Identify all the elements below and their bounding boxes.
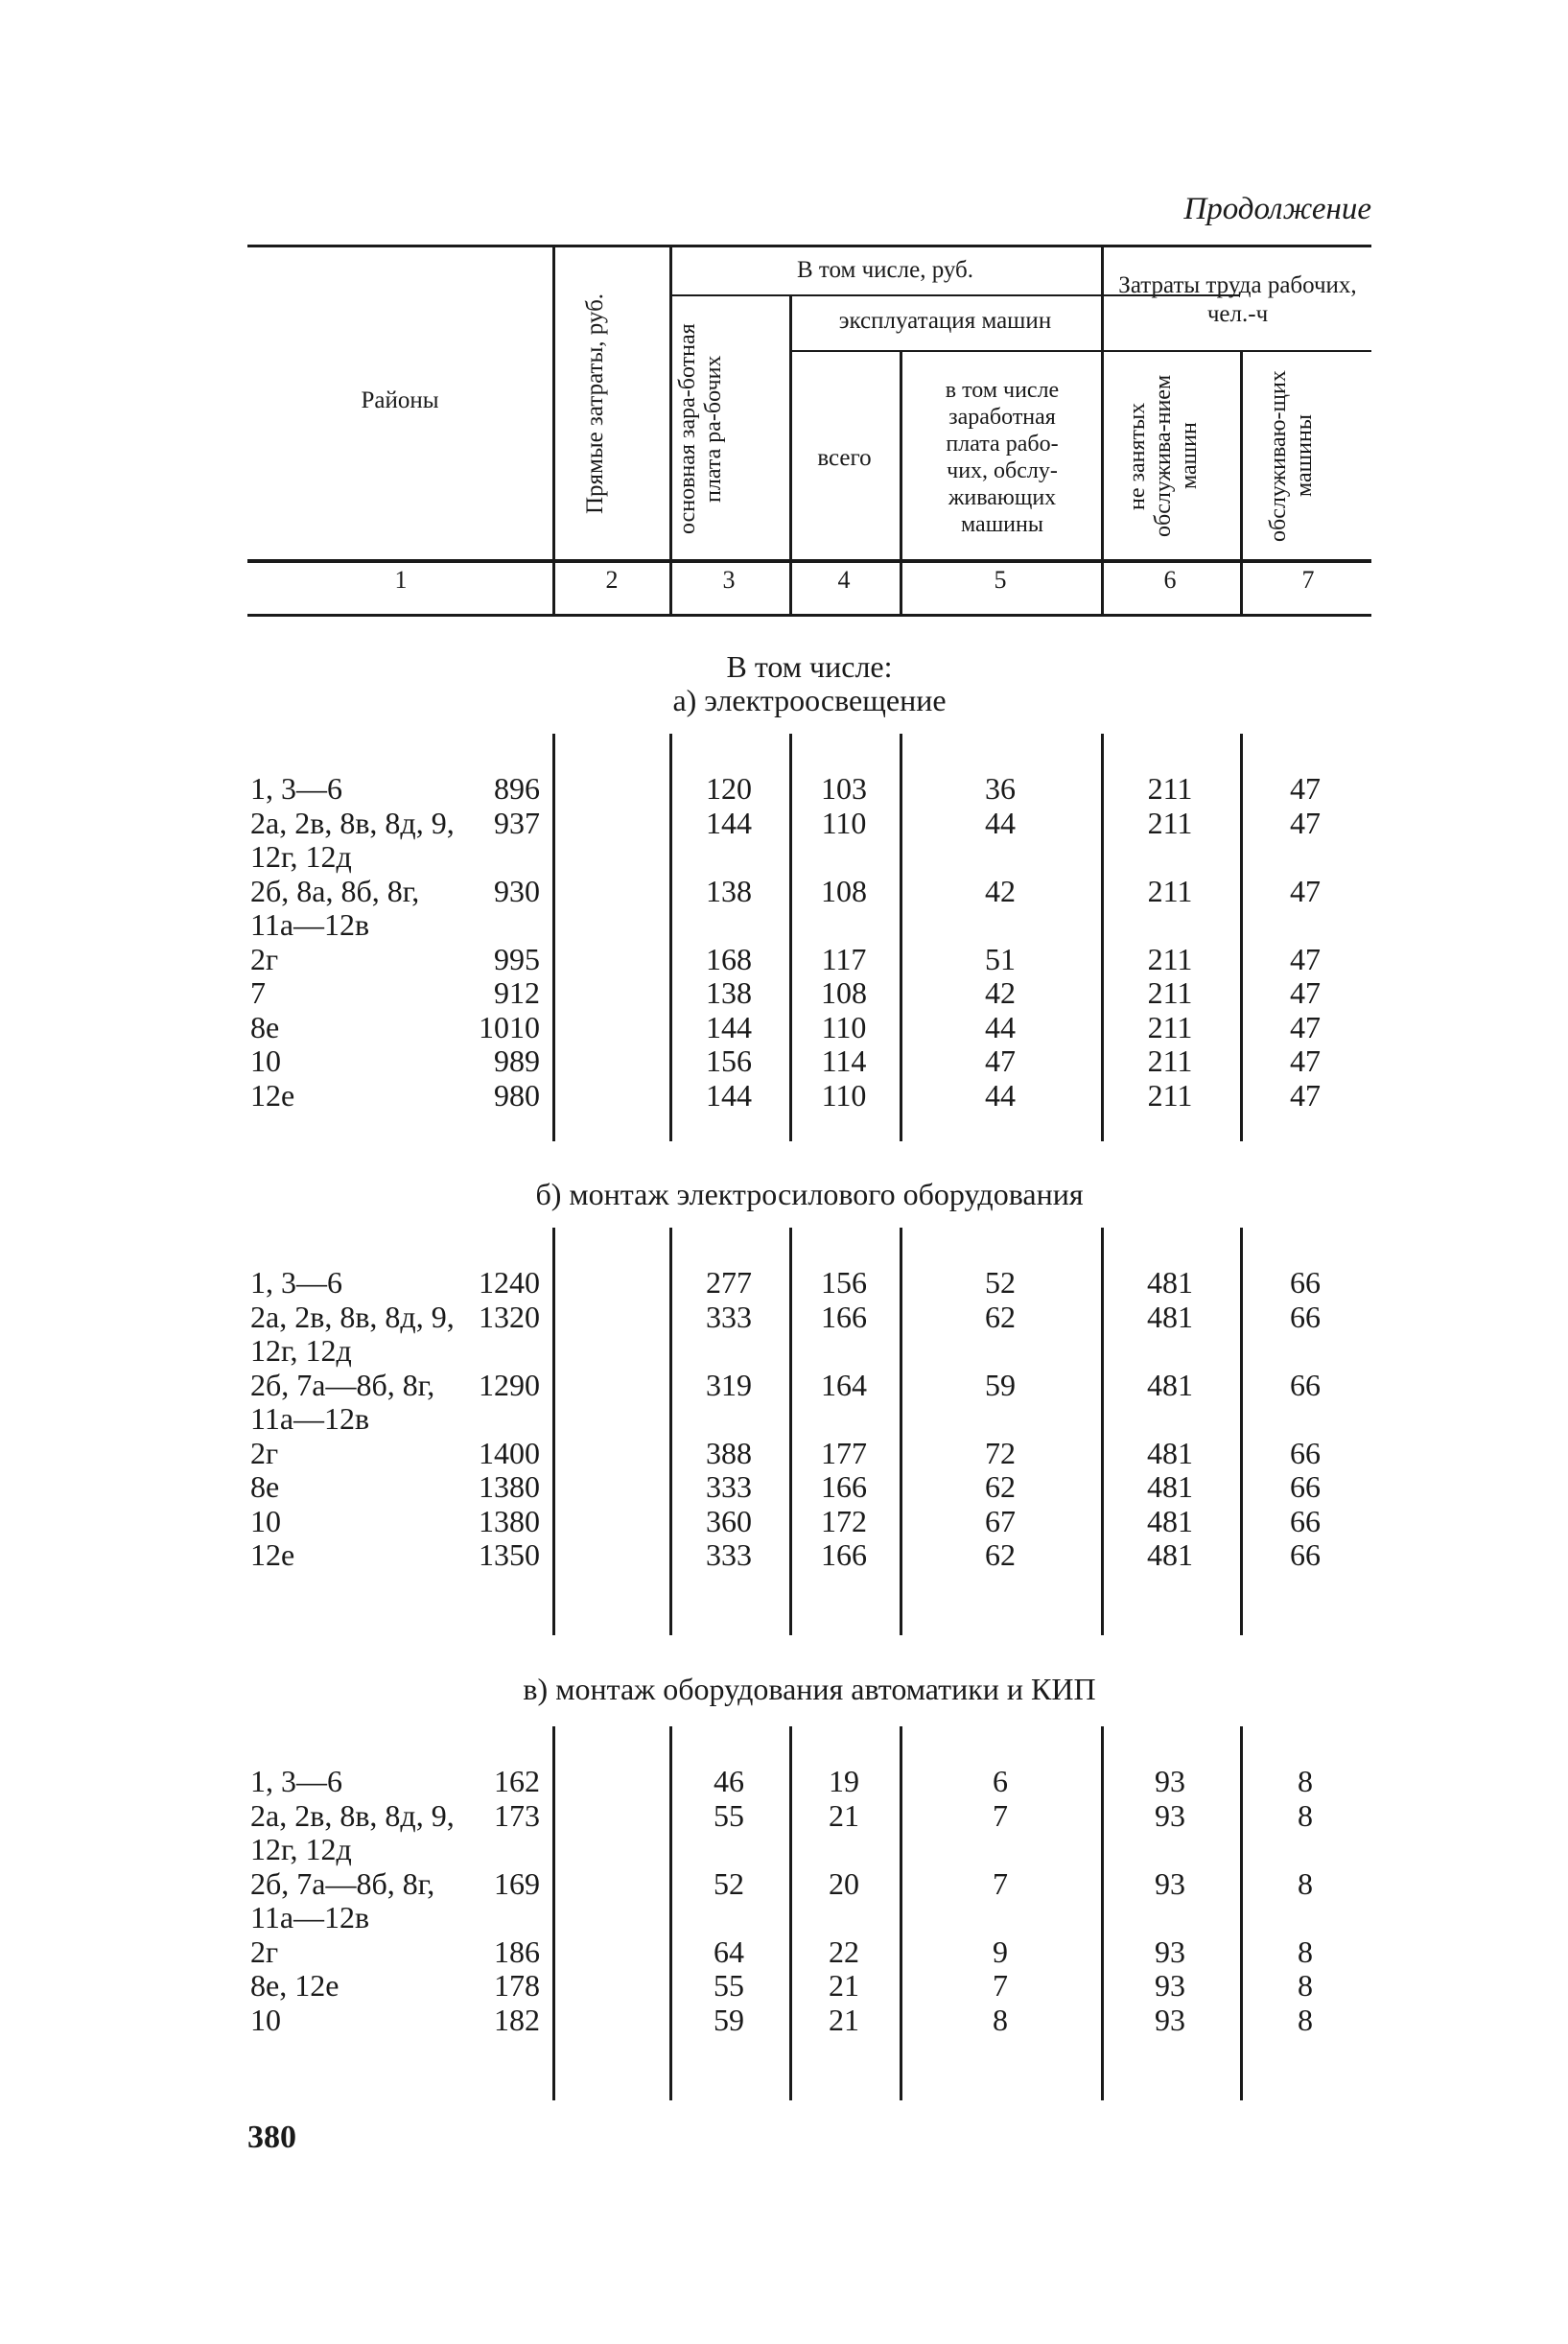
table-cell: 156 [706,1043,752,1078]
table-cell: 47 [1290,975,1321,1010]
table-cell: 481 [1147,1265,1193,1300]
table-cell: 103 [821,771,867,806]
table-cell: 114 [821,1043,867,1078]
table-cell: 7 [993,1968,1008,2003]
table-cell: 21 [829,1797,859,1833]
table-cell: 333 [706,1299,752,1334]
section-title-b: б) монтаж электросилового оборудования [535,1177,1084,1211]
column-number-3: 3 [722,566,736,594]
column-number-2: 2 [605,566,619,594]
table-cell: 912 [494,975,540,1010]
table-cell: 1350 [479,1537,540,1572]
table-cell: 178 [494,1968,540,2003]
table-cell: 52 [714,1865,744,1901]
section-b-col-line-2 [552,1228,555,1635]
table-cell: 59 [714,2002,744,2037]
table-cell: 66 [1290,1367,1321,1402]
table-cell: 211 [1147,941,1193,976]
region-label: 12г, 12д [250,1333,352,1368]
region-label: 8е [250,1009,280,1044]
table-cell: 186 [494,1934,540,1969]
table-cell: 1380 [479,1503,540,1538]
header-col-line-2 [552,245,555,616]
table-cell: 7 [993,1865,1008,1901]
table-cell: 937 [494,805,540,840]
region-label: 2а, 2в, 8в, 8д, 9, [250,805,455,840]
region-label: 2г [250,941,279,976]
table-cell: 42 [985,873,1016,908]
region-label: 1, 3—6 [250,1265,342,1300]
table-cell: 211 [1147,1043,1193,1078]
table-cell: 20 [829,1865,859,1901]
table-cell: 47 [1290,1009,1321,1044]
table-cell: 21 [829,1968,859,2003]
table-cell: 117 [821,941,867,976]
table-cell: 6 [993,1764,1008,1798]
column-number-1: 1 [394,566,408,594]
region-label: 2б, 7а—8б, 8г, [250,1367,435,1402]
section-c-col-line-7 [1240,1726,1243,2100]
table-cell: 481 [1147,1299,1193,1334]
region-label: 10 [250,2002,281,2037]
table-cell: 110 [821,805,867,840]
table-top-rule [247,245,1371,247]
table-cell: 388 [706,1435,752,1470]
table-cell: 211 [1147,771,1193,806]
table-cell: 138 [706,873,752,908]
header-incl-wages: в том числе заработная плата рабо- чих, обслу- живающих машины [945,378,1060,537]
region-label: 2а, 2в, 8в, 8д, 9, [250,1797,455,1833]
table-cell: 896 [494,771,540,806]
table-cell: 93 [1155,2002,1185,2037]
table-cell: 8 [1298,1865,1313,1901]
table-cell: 980 [494,1077,540,1113]
table-cell: 66 [1290,1469,1321,1504]
table-cell: 44 [985,805,1016,840]
table-cell: 47 [1290,805,1321,840]
table-cell: 481 [1147,1503,1193,1538]
table-cell: 481 [1147,1469,1193,1504]
table-cell: 66 [1290,1435,1321,1470]
region-label: 12г, 12д [250,1832,352,1866]
header-col-line-3 [669,245,672,616]
intro-label: В том числе: [726,649,893,684]
table-cell: 1010 [479,1009,540,1044]
table-cell: 211 [1147,975,1193,1010]
table-cell: 93 [1155,1764,1185,1798]
region-label: 11а—12в [250,907,370,942]
table-cell: 8 [1298,1764,1313,1798]
region-label: 12е [250,1077,295,1113]
region-label: 11а—12в [250,1401,370,1436]
table-cell: 211 [1147,1077,1193,1113]
region-label: 8е [250,1469,280,1504]
table-cell: 481 [1147,1367,1193,1402]
table-cell: 93 [1155,1797,1185,1833]
table-cell: 19 [829,1764,859,1798]
table-cell: 55 [714,1797,744,1833]
table-cell: 46 [714,1764,744,1798]
table-cell: 144 [706,1009,752,1044]
section-title-a: а) электроосвещение [672,683,947,717]
section-a-col-line-7 [1240,734,1243,1141]
table-cell: 36 [985,771,1016,806]
table-cell: 108 [821,873,867,908]
table-cell: 62 [985,1299,1016,1334]
table-cell: 22 [829,1934,859,1969]
table-cell: 8 [993,2002,1008,2037]
table-cell: 481 [1147,1435,1193,1470]
table-cell: 211 [1147,1009,1193,1044]
table-cell: 1240 [479,1265,540,1300]
header-base-wages: основная зара-ботная плата ра-бочих [675,323,726,535]
table-cell: 72 [985,1435,1016,1470]
region-label: 2г [250,1934,279,1969]
table-cell: 47 [1290,1043,1321,1078]
section-title-c: в) монтаж оборудования автоматики и КИП [523,1672,1096,1706]
table-cell: 108 [821,975,867,1010]
table-cell: 9 [993,1934,1008,1969]
table-cell: 166 [821,1469,867,1504]
region-label: 2г [250,1435,279,1470]
table-cell: 55 [714,1968,744,2003]
header-including-rub: В том числе, руб. [796,257,974,283]
section-a-col-line-6 [1101,734,1104,1141]
table-cell: 277 [706,1265,752,1300]
header-machine-servicing: обслуживаю-щих машины [1266,370,1317,542]
section-b-col-line-7 [1240,1228,1243,1635]
section-c-col-line-6 [1101,1726,1104,2100]
header-not-machine: не занятых обслужива-нием машин [1125,374,1202,538]
number-row-rule [247,614,1371,617]
header-col-line-7 [1240,350,1243,616]
table-cell: 44 [985,1009,1016,1044]
region-label: 10 [250,1043,281,1078]
table-cell: 7 [993,1797,1008,1833]
region-label: 2б, 7а—8б, 8г, [250,1865,435,1901]
table-cell: 138 [706,975,752,1010]
table-cell: 47 [1290,771,1321,806]
table-cell: 67 [985,1503,1016,1538]
table-cell: 66 [1290,1537,1321,1572]
table-cell: 42 [985,975,1016,1010]
table-cell: 8 [1298,1797,1313,1833]
column-number-5: 5 [994,566,1007,594]
table-cell: 64 [714,1934,744,1969]
table-cell: 66 [1290,1503,1321,1538]
table-cell: 211 [1147,805,1193,840]
continued-label: Продолжение [1183,192,1371,226]
table-cell: 52 [985,1265,1016,1300]
table-cell: 47 [1290,1077,1321,1113]
table-cell: 481 [1147,1537,1193,1572]
table-cell: 120 [706,771,752,806]
table-cell: 110 [821,1009,867,1044]
table-cell: 59 [985,1367,1016,1402]
table-cell: 172 [821,1503,867,1538]
region-label: 12г, 12д [250,839,352,874]
table-cell: 164 [821,1367,867,1402]
table-cell: 319 [706,1367,752,1402]
table-cell: 44 [985,1077,1016,1113]
table-cell: 62 [985,1469,1016,1504]
table-cell: 333 [706,1537,752,1572]
table-cell: 51 [985,941,1016,976]
section-b-col-line-6 [1101,1228,1104,1635]
table-cell: 182 [494,2002,540,2037]
table-cell: 93 [1155,1865,1185,1901]
table-cell: 177 [821,1435,867,1470]
header-col-line-5 [900,350,902,616]
table-cell: 168 [706,941,752,976]
table-cell: 166 [821,1537,867,1572]
region-label: 8е, 12е [250,1968,339,2003]
table-cell: 47 [985,1043,1016,1078]
table-cell: 211 [1147,873,1193,908]
table-cell: 93 [1155,1934,1185,1969]
header-total: всего [817,445,872,471]
table-cell: 110 [821,1077,867,1113]
region-label: 2а, 2в, 8в, 8д, 9, [250,1299,455,1334]
table-cell: 989 [494,1043,540,1078]
header-bottom-rule [247,559,1371,563]
region-label: 1, 3—6 [250,1764,342,1798]
table-cell: 1380 [479,1469,540,1504]
table-cell: 8 [1298,1934,1313,1969]
region-label: 12е [250,1537,295,1572]
table-cell: 93 [1155,1968,1185,2003]
table-cell: 930 [494,873,540,908]
table-cell: 173 [494,1797,540,1833]
table-cell: 47 [1290,873,1321,908]
table-cell: 62 [985,1537,1016,1572]
column-number-4: 4 [837,566,851,594]
table-cell: 169 [494,1865,540,1901]
section-c-col-line-2 [552,1726,555,2100]
region-label: 1, 3—6 [250,771,342,806]
region-label: 7 [250,975,266,1010]
header-col-line-6 [1101,245,1104,616]
table-cell: 66 [1290,1265,1321,1300]
table-cell: 156 [821,1265,867,1300]
header-machine-operation: эксплуатация машин [838,308,1052,334]
column-number-6: 6 [1163,566,1177,594]
table-cell: 8 [1298,2002,1313,2037]
table-cell: 8 [1298,1968,1313,2003]
cost-table [247,245,1371,2086]
page-number: 380 [247,2120,296,2155]
table-cell: 47 [1290,941,1321,976]
header-labor-costs: Затраты труда рабочих, чел.-ч [1118,272,1357,327]
region-label: 11а—12в [250,1900,370,1934]
table-cell: 333 [706,1469,752,1504]
column-number-7: 7 [1301,566,1315,594]
region-label: 2б, 8а, 8б, 8г, [250,873,420,908]
header-regions: Районы [361,387,439,413]
table-cell: 144 [706,1077,752,1113]
table-cell: 1320 [479,1299,540,1334]
table-cell: 995 [494,941,540,976]
machines-subrule [789,350,1350,352]
table-cell: 162 [494,1764,540,1798]
table-cell: 21 [829,2002,859,2037]
region-label: 10 [250,1503,281,1538]
table-cell: 66 [1290,1299,1321,1334]
table-cell: 166 [821,1299,867,1334]
table-cell: 1400 [479,1435,540,1470]
table-cell: 144 [706,805,752,840]
table-cell: 1290 [479,1367,540,1402]
header-direct-costs: Прямые затраты, руб. [582,293,608,514]
table-cell: 360 [706,1503,752,1538]
section-a-col-line-2 [552,734,555,1141]
